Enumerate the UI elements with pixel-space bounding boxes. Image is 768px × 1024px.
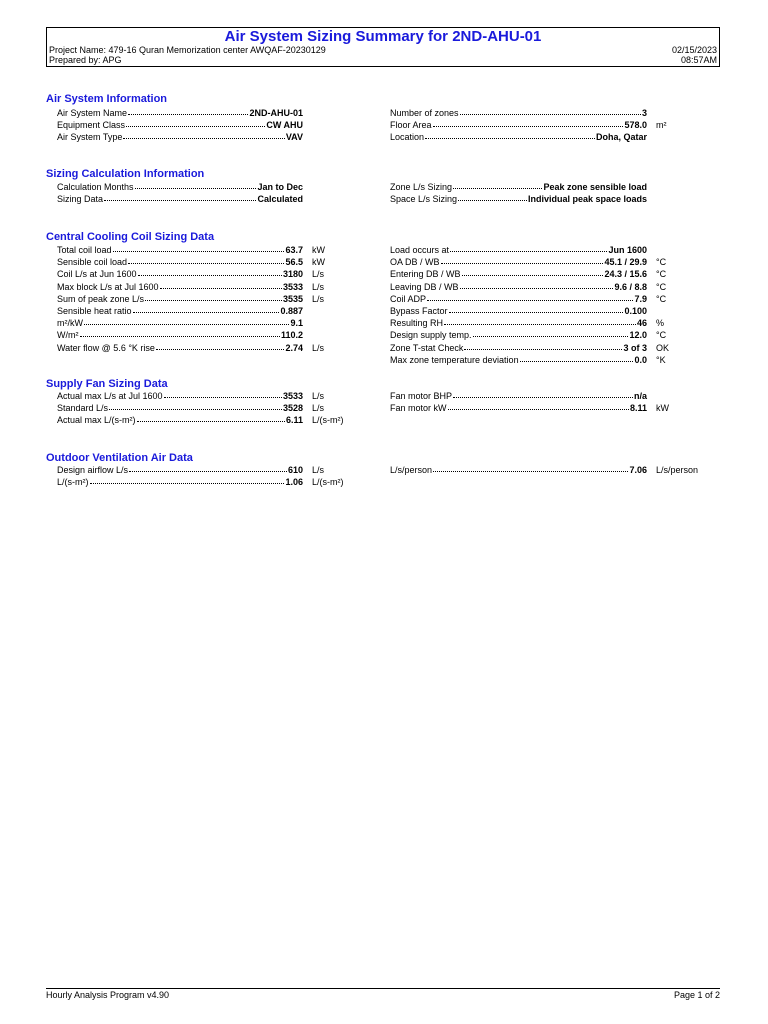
row-value: Individual peak space loads [527, 194, 647, 205]
data-row [390, 354, 647, 366]
footer-program: Hourly Analysis Program v4.90 [46, 990, 170, 1000]
row-label: Max zone temperature deviation [390, 354, 519, 365]
row-unit: L/s [312, 342, 325, 353]
row-value: 0.887 [280, 306, 303, 316]
row-label: Sizing Data [57, 194, 104, 205]
row-label: Air System Type [57, 132, 123, 143]
data-row [390, 268, 647, 280]
dot-leader [128, 256, 284, 264]
dot-leader [427, 293, 633, 301]
project-name: Project Name: 479-16 Quran Memorization center AWQAF-20230129 [49, 45, 326, 55]
section-title-supply-fan: Supply Fan Sizing Data [46, 378, 168, 390]
data-row [390, 342, 647, 354]
row-value: VAV [285, 132, 303, 143]
row-label: Calculation Months [57, 182, 134, 192]
report-title: Air System Sizing Summary for 2ND-AHU-01 [224, 28, 542, 45]
row-label: Actual max L/s at Jul 1600 [57, 391, 163, 401]
footer-page-number: Page 1 of 2 [673, 990, 720, 1000]
row-label: Zone T-stat Check [390, 342, 464, 353]
data-row [57, 317, 303, 329]
row-value: 3533 [282, 281, 303, 292]
row-label: Bypass Factor [390, 306, 448, 316]
row-value: 56.5 [285, 257, 303, 268]
data-row [390, 464, 647, 476]
dot-leader [160, 281, 282, 289]
data-row [57, 414, 303, 426]
row-value: n/a [633, 391, 647, 401]
dot-leader [113, 244, 285, 252]
data-row [57, 268, 303, 280]
row-value: 3533 [282, 391, 303, 401]
row-value: 6.11 [285, 415, 303, 426]
row-unit: L/s [312, 293, 325, 304]
row-value: 2.74 [285, 342, 303, 353]
dot-leader [138, 268, 282, 276]
data-row [390, 181, 647, 193]
row-value: Doha, Qatar [595, 132, 647, 143]
row-value: 7.9 [634, 293, 647, 304]
dot-leader [433, 119, 624, 127]
row-value: 0.0 [634, 354, 647, 365]
row-value: Calculated [257, 194, 303, 205]
row-value: Jun 1600 [608, 245, 647, 255]
data-row [57, 329, 303, 341]
dot-leader [449, 305, 624, 313]
data-row [57, 281, 303, 293]
row-label: Design supply temp. [390, 330, 472, 341]
data-row [57, 256, 303, 268]
section-title-outdoor-vent: Outdoor Ventilation Air Data [46, 452, 193, 464]
data-row [57, 193, 303, 205]
dot-leader [433, 464, 628, 472]
row-unit: °C [656, 269, 667, 280]
row-unit: °C [656, 281, 667, 292]
row-unit: L/s/person [656, 465, 699, 475]
row-value: 7.06 [629, 465, 647, 475]
row-value: CW AHU [266, 120, 303, 131]
row-label: Coil ADP [390, 293, 427, 304]
data-row [390, 256, 647, 268]
row-value: 46 [636, 318, 647, 329]
data-row [390, 305, 647, 317]
row-value: 9.1 [290, 318, 303, 329]
dot-leader [156, 342, 285, 350]
data-row [57, 131, 303, 143]
data-row [57, 305, 303, 317]
data-row [390, 281, 647, 293]
row-value: 3180 [282, 269, 303, 280]
row-value: 24.3 / 15.6 [604, 269, 647, 280]
row-label: Location [390, 132, 425, 143]
row-unit: m² [656, 120, 667, 131]
dot-leader [135, 181, 257, 189]
row-unit: L/(s-m²) [312, 415, 344, 426]
dot-leader [473, 329, 629, 337]
row-label: m²/kW [57, 318, 83, 329]
row-label: OA DB / WB [390, 257, 440, 268]
row-unit: L/s [312, 391, 325, 401]
row-value: 12.0 [629, 330, 647, 341]
data-row [57, 107, 303, 119]
dot-leader [520, 354, 634, 362]
data-row [390, 193, 647, 205]
row-label: Floor Area [390, 120, 432, 131]
row-label: Total coil load [57, 245, 112, 255]
footer-divider [46, 988, 720, 989]
data-row [390, 293, 647, 305]
dot-leader [460, 281, 614, 289]
row-label: Standard L/s [57, 403, 109, 414]
data-row [390, 390, 647, 402]
dot-leader [126, 119, 265, 127]
row-label: Equipment Class [57, 120, 126, 131]
row-value: 63.7 [285, 245, 303, 255]
row-label: Design airflow L/s [57, 465, 129, 475]
dot-leader [464, 342, 622, 350]
dot-leader [164, 390, 282, 398]
row-unit: kW [312, 245, 325, 255]
row-label: Space L/s Sizing [390, 194, 458, 205]
dot-leader [90, 476, 285, 484]
row-unit: °C [656, 257, 667, 268]
dot-leader [109, 402, 282, 410]
row-value: 8.11 [629, 403, 647, 414]
report-header [46, 27, 720, 67]
row-value: 610 [287, 465, 303, 475]
dot-leader [133, 305, 280, 313]
row-label: Sensible coil load [57, 257, 128, 268]
row-label: Sensible heat ratio [57, 306, 132, 316]
row-label: Coil L/s at Jun 1600 [57, 269, 137, 280]
row-label: Entering DB / WB [390, 269, 461, 280]
row-value: 110.2 [280, 330, 303, 341]
dot-leader [425, 131, 595, 139]
data-row [57, 402, 303, 414]
row-label: Water flow @ 5.6 °K rise [57, 342, 155, 353]
dot-leader [453, 390, 633, 398]
prepared-by: Prepared by: APG [49, 55, 122, 65]
data-row [390, 107, 647, 119]
data-row [390, 131, 647, 143]
row-unit: L/s [312, 465, 325, 475]
row-unit: % [656, 318, 665, 329]
dot-leader [84, 317, 289, 325]
row-label: Zone L/s Sizing [390, 182, 453, 192]
dot-leader [448, 402, 629, 410]
row-value: 0.100 [624, 306, 647, 316]
data-row [390, 402, 647, 414]
dot-leader [129, 464, 287, 472]
dot-leader [458, 193, 527, 201]
data-row [390, 244, 647, 256]
data-row [57, 119, 303, 131]
row-value: 9.6 / 8.8 [614, 281, 647, 292]
report-date: 02/15/2023 [671, 45, 717, 55]
row-value: 2ND-AHU-01 [249, 108, 303, 118]
row-label: Air System Name [57, 108, 128, 118]
data-row [390, 317, 647, 329]
row-value: Peak zone sensible load [543, 182, 647, 192]
data-row [57, 181, 303, 193]
row-label: Sum of peak zone L/s [57, 293, 145, 304]
data-row [57, 476, 303, 488]
data-row [57, 342, 303, 354]
row-label: Max block L/s at Jul 1600 [57, 281, 159, 292]
row-label: Leaving DB / WB [390, 281, 459, 292]
row-label: Number of zones [390, 108, 459, 118]
row-unit: L/s [312, 281, 325, 292]
data-row [57, 464, 303, 476]
section-title-air-system: Air System Information [46, 93, 168, 105]
dot-leader [137, 414, 285, 422]
dot-leader [444, 317, 636, 325]
dot-leader [460, 107, 641, 115]
row-unit: °C [656, 330, 667, 341]
dot-leader [462, 268, 604, 276]
report-time: 08:57AM [680, 55, 717, 65]
data-row [57, 244, 303, 256]
dot-leader [450, 244, 607, 252]
dot-leader [453, 181, 542, 189]
row-value: 45.1 / 29.9 [604, 257, 647, 268]
row-unit: kW [656, 403, 669, 414]
dot-leader [123, 131, 284, 139]
data-row [390, 329, 647, 341]
row-unit: OK [656, 342, 670, 353]
dot-leader [128, 107, 248, 115]
row-label: Resulting RH [390, 318, 444, 329]
row-label: Actual max L/(s-m²) [57, 415, 136, 426]
row-label: L/s/person [390, 465, 433, 475]
row-label: W/m² [57, 330, 79, 341]
data-row [390, 119, 647, 131]
row-value: 1.06 [285, 477, 303, 488]
section-title-cooling-coil: Central Cooling Coil Sizing Data [46, 231, 215, 243]
dot-leader [441, 256, 604, 264]
row-value: 3 [641, 108, 647, 118]
dot-leader [104, 193, 256, 201]
row-unit: L/s [312, 403, 325, 414]
section-title-sizing-calc: Sizing Calculation Information [46, 168, 205, 180]
row-label: Fan motor BHP [390, 391, 453, 401]
dot-leader [145, 293, 282, 301]
row-unit: L/(s-m²) [312, 477, 344, 488]
row-label: Load occurs at [390, 245, 450, 255]
row-unit: L/s [312, 269, 325, 280]
row-label: Fan motor kW [390, 403, 447, 414]
row-value: Jan to Dec [257, 182, 303, 192]
data-row [57, 390, 303, 402]
row-unit: °K [656, 354, 666, 365]
row-unit: °C [656, 293, 667, 304]
row-value: 3528 [282, 403, 303, 414]
row-unit: kW [312, 257, 325, 268]
row-value: 3535 [282, 293, 303, 304]
row-value: 578.0 [624, 120, 647, 131]
data-row [57, 293, 303, 305]
row-value: 3 of 3 [623, 342, 647, 353]
dot-leader [80, 329, 280, 337]
row-label: L/(s-m²) [57, 477, 89, 488]
